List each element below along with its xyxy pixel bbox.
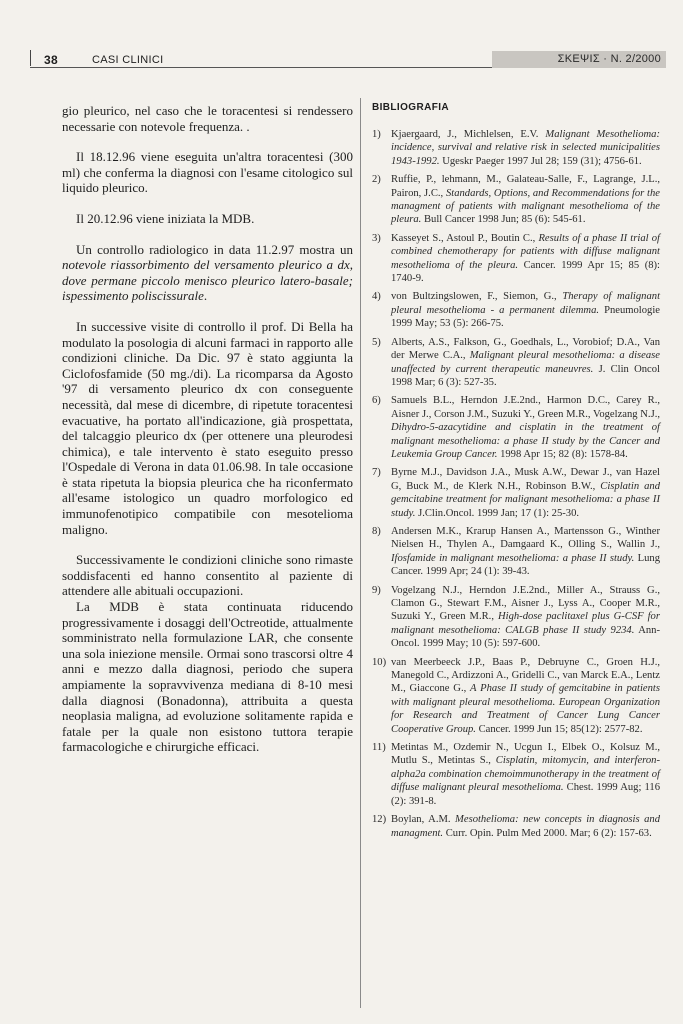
reference-item: 12) Boylan, A.M. Mesothelioma: new concepts in diagnosis and managment. Curr. Opin. Pulm Med 2000. Mar; 6 (2): 157-63. [372, 814, 660, 839]
reference-item: 2) Ruffie, P., lehmann, M., Galateau-Salle, F., Lagrange, J.L., Pairon, J.C., Standards, Options, and Recommendations for the managment of patients with malignant mesothelioma of the pleura. Bull Cancer 1998 Jun; 85 (6): 545-61. [372, 174, 660, 226]
reference-item: 7) Byrne M.J., Davidson J.A., Musk A.W., Dewar J., van Hazel G, Buck M., de Klerk N.H., Robinson B.W., Cisplatin and gemcitabine treatment for malignant mesothelioma: a phase II study. J.Clin.Oncol. 1999 Jan; 17 (1): 25-30. [372, 467, 660, 519]
paragraph: La MDB è stata continuata riducendo progressivamente i dosaggi dell'Octreotide, attualmente somministrato nella formulazione LAR, che consente una sola iniezione mensile. Ormai sono trascorsi oltre 4 anni e mezzo dalla diagnosi, periodo che supera ampiamente la sopravvivenza mediana di 8-10 mesi dalla diagnosi (Bonadonna), attribuita a questa neoplasia maligna, ad evoluzione solitamente rapida e fatale per la quale non esistono tuttora terapie farmacologiche e chirurgiche efficaci. [62, 599, 353, 755]
reference-item: 3) Kasseyet S., Astoul P., Boutin C., Results of a phase II trial of combined chemotherapy for patients with diffuse malignant mesothelioma of the pleura. Cancer. 1999 Apr 15; 85 (8): 1740-9. [372, 232, 660, 285]
page-number: 38 [44, 53, 58, 67]
reference-item: 1) Kjaergaard, J., Michlelsen, E.V. Malignant Mesothelioma: incidence, survival and relative risk in selected municipalities 1943-1992. Ugeskr Paeger 1997 Jul 28; 159 (31); 4756-61. [372, 129, 660, 167]
section-name: CASI CLINICI [92, 54, 164, 66]
paragraph: Un controllo radiologico in data 11.2.97 mostra un notevole riassorbimento del versamento pleurico a dx, dove permane piccolo menisco pleurico latero-basale; ispessimento poliscissurale. [62, 241, 353, 304]
reference-item: 6) Samuels B.L., Herndon J.E.2nd., Harmon D.C., Carey R., Aisner J., Corson J.M., Suzuki Y., Green M.R., Vogelzang N.J., Dihydro-5-azacytidine and cisplatin in the treatment of malignant mesothelioma: a phase II study by the Cancer and Leukemia Group Cancer. 1998 Apr 15; 82 (8): 1578-84. [372, 395, 660, 460]
reference-list [372, 128, 660, 840]
main-text-column [62, 103, 353, 755]
column-divider [360, 98, 361, 1008]
paragraph: gio pleurico, nel caso che le toracentesi si rendessero necessarie con notevole frequenza. . [62, 103, 353, 134]
reference-item: 11) Metintas M., Ozdemir N., Ucgun I., Elbek O., Kolsuz M., Mutlu S., Metintas S., Cisplatin, mitomycin, and interferon-alpha2a combination chemoimmunotherapy in the treatment of diffuse malignant pleural mesothelioma. Chest. 1999 Aug; 116 (2): 391-8. [372, 742, 660, 807]
paragraph: Successivamente le condizioni cliniche sono rimaste soddisfacenti ed hanno consentito al paziente di attendere alle abituali occupazioni. [62, 552, 353, 599]
reference-item: 5) Alberts, A.S., Falkson, G., Goedhals, L., Vorobiof; D.A., Van der Merwe C.A., Malignant pleural mesothelioma: a disease unaffected by current therapeutic maneuvres. J. Clin Oncol 1998 Mar; 6 (3): 527-35. [372, 336, 660, 388]
paragraph: Il 20.12.96 viene iniziata la MDB. [76, 210, 255, 226]
bibliography-heading: BIBLIOGRAFIA [372, 102, 450, 113]
reference-item: 4) von Bultzingslowen, F., Siemon, G., Therapy of malignant pleural mesothelioma - a permanent dilemma. Pneumologie 1999 May; 53 (5): 266-75. [372, 291, 661, 330]
reference-item: 9) Vogelzang N.J., Herndon J.E.2nd., Miller A., Strauss G., Clamon G., Stewart F.M., Aisner J., Lyss A., Cooper M.R., Suzuki Y., Green M.R., High-dose paclitaxel plus G-CSF for malignant mesothelioma: CALGB phase II study 9234. Ann-Oncol. 1999 May; 10 (5): 597-600. [372, 584, 660, 650]
header-tick [30, 50, 31, 66]
reference-item: 8) Andersen M.K., Krarup Hansen A., Martensson G., Winther Nielsen H., Thylen A., Damgaard K., Olling S., Wallin J., Ifosfamide in malignant mesothelioma: a phase II study. Lung Cancer. 1999 Apr; 24 (1): 39-43. [372, 525, 660, 578]
reference-item: 10) van Meerbeeck J.P., Baas P., Debruyne C., Groen H.J., Manegold C., Ardizzoni A., Gridelli C., van Marck E.A., Lentz M., Giaccone G., A Phase II study of gemcitabine in patients with malignant pleural mesothelioma. European Organization for Research and Treatment of Cancer Lung Cancer Cooperative Group. Cancer. 1999 Jun 15; 85(12): 2577-82. [372, 656, 660, 735]
journal-name: ΣΚΕΨΙΣ · N. 2/2000 [557, 53, 661, 65]
paragraph: In successive visite di controllo il prof. Di Bella ha modulato la posologia di alcuni farmaci in rapporto alle condizioni cliniche. Da Dic. 97 è stato aggiunta la Ciclofosfamide (50 mg./di). La ricomparsa da Agosto '97 di versamento pleurico dx con conseguente necessità, dal mese di dicembre, di ripetute toracentesi evacuative, ha portato all'indicazione, già prospettata, del talcaggio pleurico dx (per ottenere una pleurodesi chimica), e tale intervento è stato eseguito presso l'Ospedale di Verona in data 01.06.98. In tale occasione è stata ripetuta la biopsia pleurica che ha riconfermato all'esame istologico un quadro morfologico ed immunofenotipico compatibile con mesotelioma maligno. [62, 318, 353, 537]
paragraph: Il 18.12.96 viene eseguita un'altra toracentesi (300 ml) che conferma la diagnosi con l'esame citologico sul liquido pleurico. [62, 149, 353, 196]
page-header [0, 0, 683, 70]
